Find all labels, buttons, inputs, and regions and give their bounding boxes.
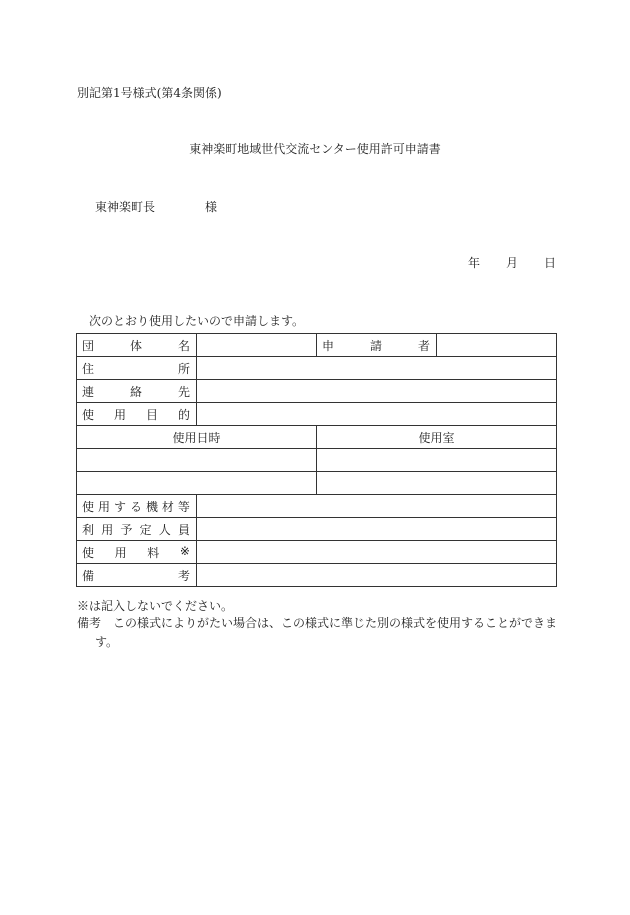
form-number: 別記第1号様式(第4条関係) [77, 86, 222, 100]
label-contact: 連 絡 先 [77, 380, 197, 403]
note-remarks-line2: す。 [95, 635, 119, 649]
label-applicant: 申 請 者 [317, 334, 437, 357]
label-fee: 使 用 料 ※ [77, 541, 197, 564]
addressee [95, 198, 217, 215]
usage-room-field-1[interactable] [317, 449, 557, 472]
usage-room-field-2[interactable] [317, 472, 557, 495]
table-row [77, 426, 557, 449]
table-row [77, 449, 557, 472]
label-address: 住 所 [77, 357, 197, 380]
header-usage-datetime: 使用日時 [77, 426, 317, 449]
usage-datetime-field-2[interactable] [77, 472, 317, 495]
remarks-field[interactable] [197, 564, 557, 587]
usage-datetime-field-1[interactable] [77, 449, 317, 472]
label-remarks: 備 考 [77, 564, 197, 587]
application-table [76, 333, 557, 587]
note-not-to-fill: ※は記入しないでください。 [77, 599, 234, 613]
note-remarks-line1: 備考 この様式によりがたい場合は、この様式に準じた別の様式を使用することができま [77, 616, 558, 630]
equipment-field[interactable] [197, 495, 557, 518]
intro-text: 次のとおり使用したいので申請します。 [89, 314, 305, 328]
address-field[interactable] [197, 357, 557, 380]
note-remarks [77, 614, 557, 652]
table-row [77, 518, 557, 541]
label-purpose: 使 用 目 的 [77, 403, 197, 426]
date-month: 月 [506, 256, 519, 270]
addressee-name: 東神楽町長 [95, 200, 156, 214]
table-row [77, 495, 557, 518]
header-usage-room: 使用室 [317, 426, 557, 449]
label-attendees: 利 用 予 定 人 員 [77, 518, 197, 541]
table-row [77, 564, 557, 587]
fee-field[interactable] [197, 541, 557, 564]
table-row [77, 541, 557, 564]
date-year: 年 [468, 256, 481, 270]
date-day: 日 [544, 256, 557, 270]
contact-field[interactable] [197, 380, 557, 403]
table-row [77, 380, 557, 403]
purpose-field[interactable] [197, 403, 557, 426]
label-equipment: 使 用 す る 機 材 等 [77, 495, 197, 518]
date-line [468, 254, 556, 271]
addressee-honorific: 様 [205, 200, 218, 214]
attendees-field[interactable] [197, 518, 557, 541]
group-name-field[interactable] [197, 334, 317, 357]
document-title: 東神楽町地域世代交流センター使用許可申請書 [189, 142, 441, 156]
table-row [77, 357, 557, 380]
table-row [77, 334, 557, 357]
table-row [77, 403, 557, 426]
table-row [77, 472, 557, 495]
applicant-field[interactable] [437, 334, 557, 357]
label-group-name: 団 体 名 [77, 334, 197, 357]
